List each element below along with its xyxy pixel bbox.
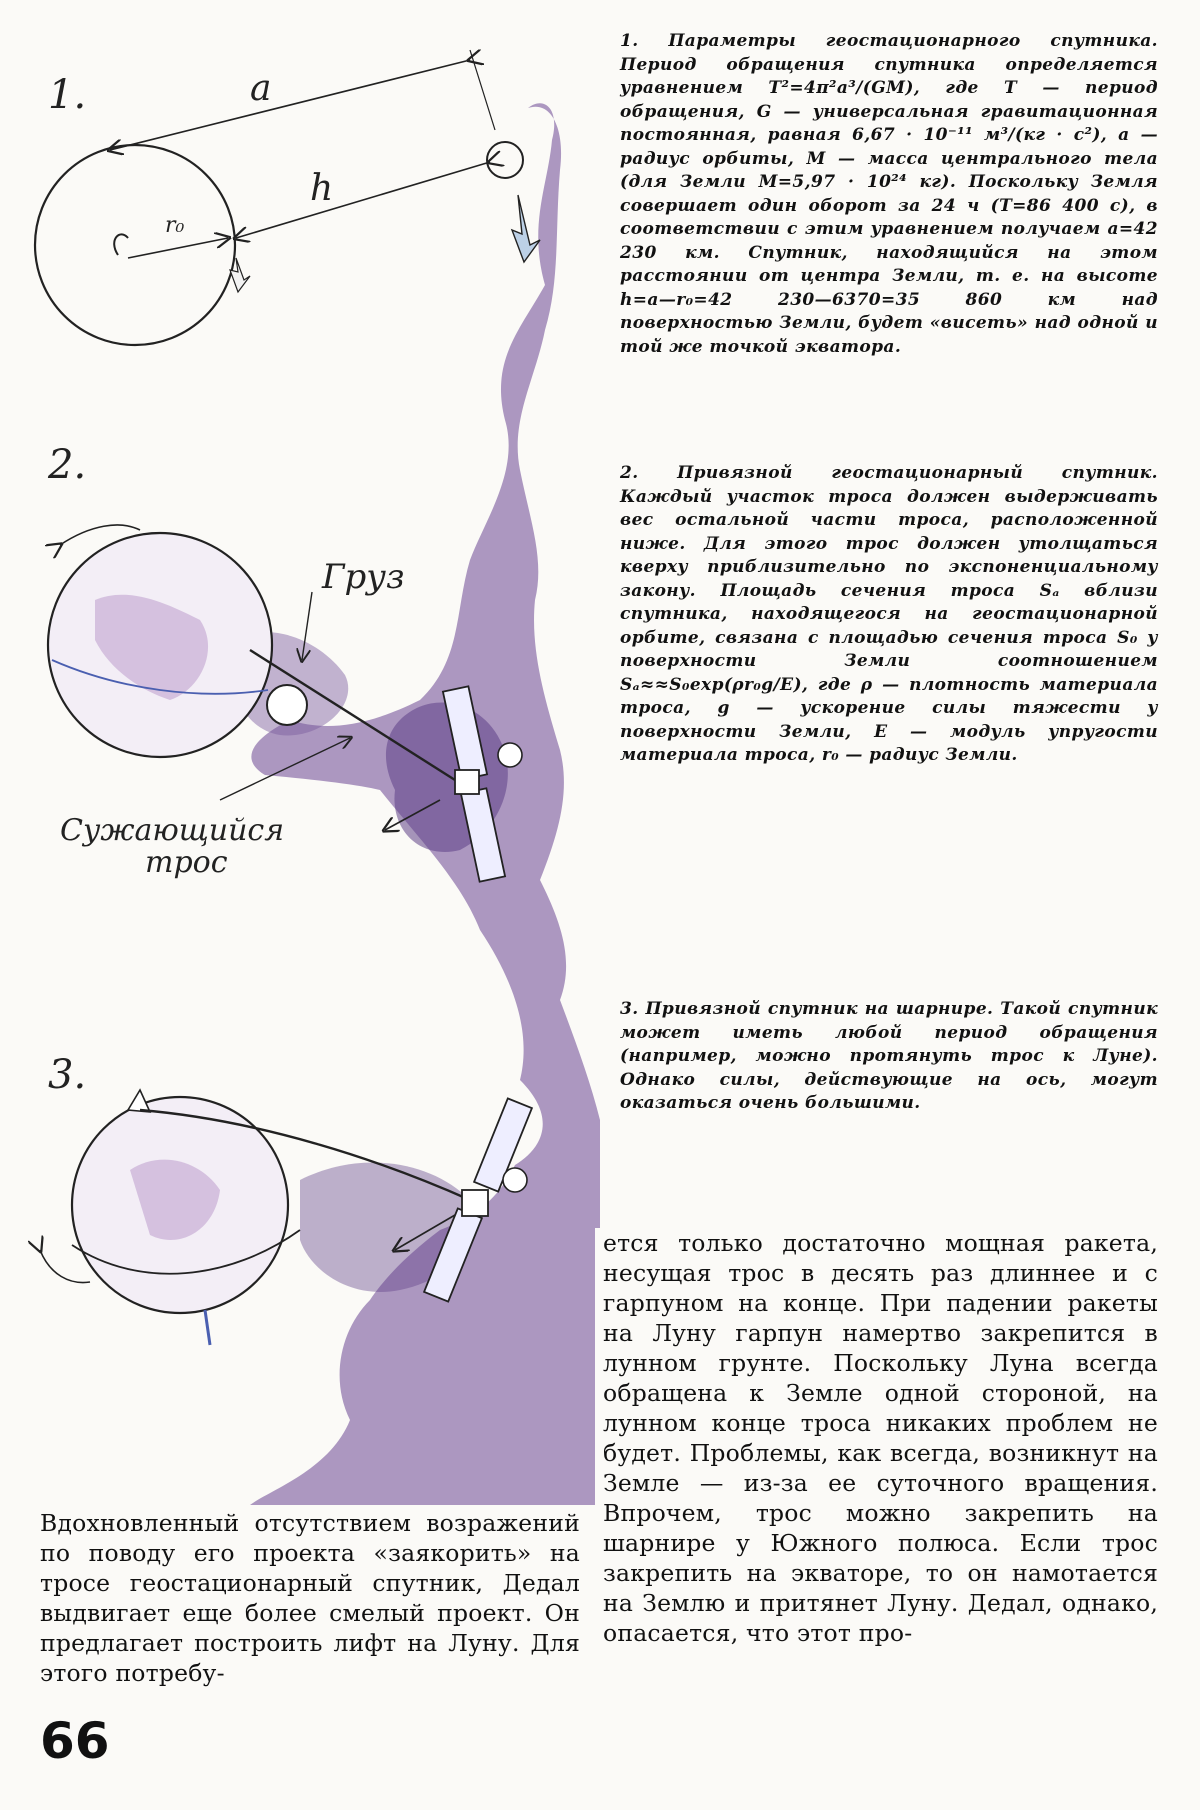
rotation-arrow-icon-3 — [40, 1250, 90, 1283]
page-number: 66 — [40, 1712, 110, 1770]
velocity-arrow-icon — [512, 195, 540, 262]
pole-hinge-icon — [128, 1090, 150, 1112]
cargo-icon — [267, 685, 307, 725]
body-text-right-column: ется только достаточно мощная ракета, несущая трос в десять раз длиннее и с гарпуном на конце. При падении ракеты на Луну гарпун намертво закрепится в лунном грунте. Поскольку Луна всегда обращена к Земле одной стороной, на лунном конце троса никаких проблем не будет. Проблемы, как всегда, возникнут на Земле — из-за ее суточного вращения. Впрочем, трос можно закрепить на шарнире у Южного полюса. Если трос закрепить на экваторе, то он намотается на Землю и притянет Луну. Дедал, однако, опасается, что этот про- — [603, 1229, 1158, 1647]
fig1-a-label: a — [250, 68, 272, 109]
fig1-h-label: h — [310, 168, 334, 209]
fig2-number: 2. — [48, 442, 87, 488]
rotation-mark — [114, 234, 128, 255]
body-text-left-column: Вдохновленный отсутствием возражений по поводу его проекта «заякорить» на тросе геостационарный спутник, Дедал выдвигает еще более смелый проект. Он предлагает построить лифт на Луну. Для этого потребу- — [40, 1509, 580, 1687]
fig2-tether-label-2: трос — [145, 845, 228, 880]
height-h-arrow — [236, 162, 490, 238]
caption-figure-3: 3. Привязной спутник на шарнире. Такой спутник может иметь любой период обращения (например, можно протянуть трос к Луне). Однако силы, действующие на ось, могут оказаться очень большими. — [620, 999, 1158, 1113]
fig2-tether-label-1: Сужающийся — [60, 813, 285, 848]
earth-circle — [35, 145, 235, 345]
caption-figure-1: 1. Параметры геостационарного спутника. Период обращения спутника определяется уравнением T²=4π²a³/(GM), где T — период обращения, G — универсальная гравитационная постоянная, равная 6,67 · 10⁻¹¹ м³/(кг · с²), a — радиус орбиты, M — масса центрального тела (для Земли M=5,97 · 10²⁴ кг). Поскольку Земля совершает один оборот за 24 ч (T=86 400 с), в соответствии с этим уравнением получаем a=42 230 км. Спутник, находящийся на этом расстоянии от центра Земли, т. е. на высоте h=a—r₀=42 230—6370=35 860 км над поверхностью Земли, будет «висеть» над одной и той же точкой экватора. — [620, 31, 1158, 357]
fig3-number: 3. — [48, 1052, 87, 1098]
watercolor-wash — [231, 103, 600, 1505]
figure-1-geostationary — [35, 50, 540, 345]
distance-a-arrow — [110, 60, 470, 150]
caption-figure-2: 2. Привязной геостационарный спутник. Каждый участок троса должен выдерживать вес остальной части троса, расположенной ниже. Для этого трос должен утолщаться кверху приблизительно по экспоненциальному закону. Площадь сечения троса Sₐ вблизи спутника, находящегося на геостационарной орбите, связана с площадью сечения троса S₀ у поверхности Земли соотношением Sₐ≈≈S₀exp(ρr₀g/E), где ρ — плотность материала троса, g — ускорение силы тяжести у поверхности Земли, E — модуль упругости материала троса, r₀ — радиус Земли. — [620, 463, 1158, 765]
radius-arrow — [128, 238, 228, 258]
satellite-blob — [487, 142, 523, 178]
pole-axis — [205, 1310, 210, 1345]
fig2-cargo-label: Груз — [322, 557, 405, 597]
fig1-r0-label: r₀ — [165, 213, 185, 238]
a-tick — [470, 50, 495, 130]
fig1-number: 1. — [48, 72, 87, 118]
